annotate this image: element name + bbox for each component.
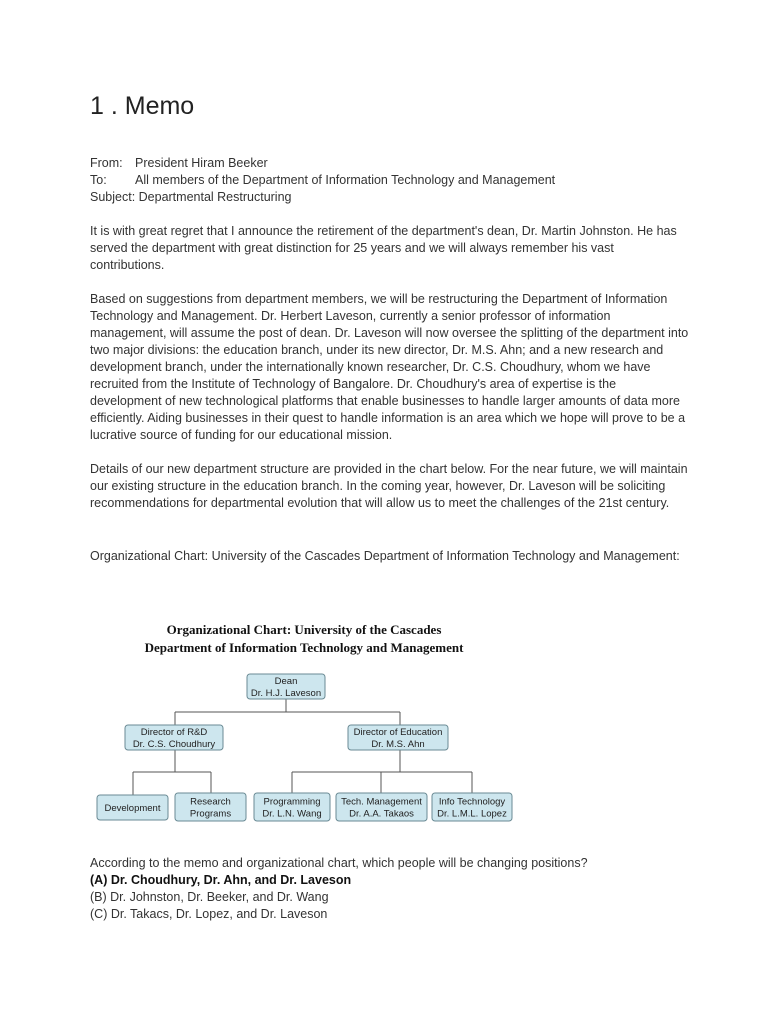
org-box-info-technology: [432, 793, 512, 821]
answer-option-c: (C) Dr. Takacs, Dr. Lopez, and Dr. Laveson: [90, 907, 328, 921]
org-box-rd-director: [125, 725, 223, 750]
org-box-tech-management-label-0: Tech. Management: [341, 796, 422, 808]
org-box-research-programs-label-0: Research: [190, 796, 231, 808]
from-value: President Hiram Beeker: [135, 156, 268, 170]
org-box-programming-label-0: Programming: [263, 796, 321, 808]
org-chart-title-line1: Organizational Chart: University of the Cascades: [166, 622, 442, 637]
org-box-dean-label-0: Dean: [274, 676, 298, 687]
paragraph-retirement: It is with great regret that I announce the retirement of the department's dean, Dr. Martin Johnston. He has served the department with great distinction for 25 years and we will always remember his vast contributions.: [90, 224, 677, 272]
org-box-rd-director-label-1: Dr. C.S. Choudhury: [132, 739, 216, 750]
org-box-research-programs-label-1: Programs: [189, 808, 232, 820]
page-title: 1 . Memo: [90, 92, 195, 120]
org-box-education-director: [348, 725, 448, 750]
question-prompt: According to the memo and organizational chart, which people will be changing positions?: [90, 856, 588, 870]
org-box-education-director-label-1: Dr. M.S. Ahn: [371, 739, 425, 750]
org-box-programming: [254, 793, 330, 821]
org-box-tech-management-label-1: Dr. A.A. Takaos: [349, 808, 414, 820]
org-box-education-director-label-0: Director of Education: [353, 727, 443, 738]
org-box-research-programs: [175, 793, 246, 821]
paragraph-details: Details of our new department structure are provided in the chart below. For the near future, we will maintain our existing structure in the education branch. In the coming year, however, Dr. Laveson will be soliciting recommendations for departmental evolution that will allow us to meet the challenges of the 21st century.: [90, 462, 688, 510]
paragraph-restructuring: Based on suggestions from department members, we will be restructuring the Department of Information Technology and Management. Dr. Herbert Laveson, currently a senior professor of information management, will assume the post of dean. Dr. Laveson will now oversee the splitting of the department into two major divisions: the education branch, under its new director, Dr. M.S. Ahn; and a new research and development branch, under the internationally known researcher, Dr. C.S. Choudhury, whom we have recruited from the Institute of Technology of Bangalore. Dr. Choudhury's area of expertise is the development of new technological platforms that enable businesses to handle larger amounts of data more efficiently. Aiding businesses in their quest to handle information is an area which we hope will prove to be a lucrative source of funding for our educational mission.: [90, 292, 689, 442]
org-box-programming-label-1: Dr. L.N. Wang: [262, 808, 322, 820]
org-box-dean-label-1: Dr. H.J. Laveson: [250, 688, 322, 699]
org-box-tech-management: [336, 793, 427, 821]
from-label: From:: [90, 156, 123, 170]
paragraph-chart-intro: Organizational Chart: University of the Cascades Department of Information Technology and Management:: [90, 549, 680, 563]
org-box-rd-director-label-0: Director of R&D: [140, 727, 208, 738]
org-box-dean: [247, 674, 325, 699]
question-block: [90, 855, 730, 923]
org-chart-title-line2: Department of Information Technology and Management: [144, 640, 464, 655]
org-box-development-label-0: Development: [104, 803, 161, 814]
org-box-development: [97, 795, 168, 820]
org-box-info-technology-label-1: Dr. L.M.L. Lopez: [437, 808, 507, 820]
answer-option-b: (B) Dr. Johnston, Dr. Beeker, and Dr. Wang: [90, 890, 329, 904]
to-label: To:: [90, 173, 107, 187]
answer-option-a: (A) Dr. Choudhury, Dr. Ahn, and Dr. Laveson: [90, 873, 352, 887]
org-box-info-technology-label-0: Info Technology: [438, 796, 506, 808]
subject-line: Subject: Departmental Restructuring: [90, 190, 292, 204]
to-value: All members of the Department of Information Technology and Management: [135, 173, 556, 187]
